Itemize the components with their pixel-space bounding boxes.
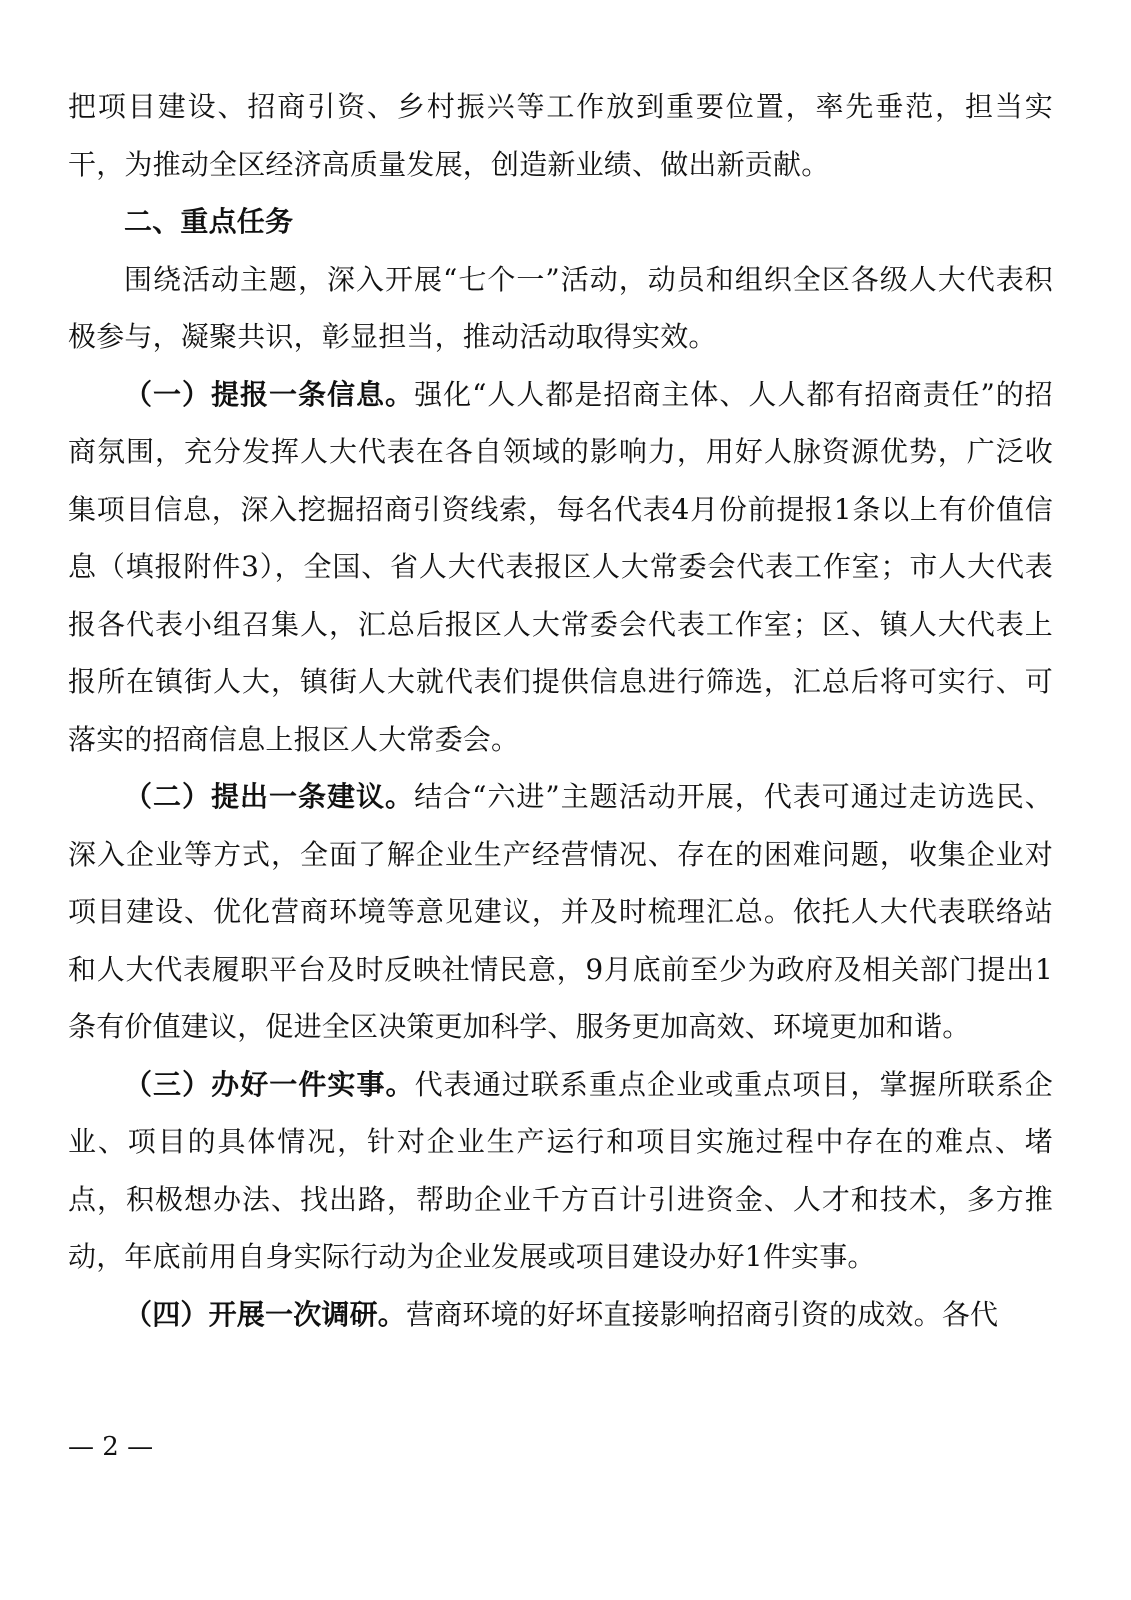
task-item-3-text: 代表通过联系重点企业或重点项目，掌握所联系企业、项目的具体情况，针对企业生产运行和项目实施过程中存在的难点、堵点，积极想办法、找出路，帮助企业千方百计引进资金、人才和技术，多方推动，年底前用自身实际行动为企业发展或项目建设办好1件实事。 — [68, 1067, 1053, 1273]
paragraph-continuation: 把项目建设、招商引资、乡村振兴等工作放到重要位置，率先垂范，担当实干，为推动全区经济高质量发展，创造新业绩、做出新贡献。 — [68, 90, 1053, 181]
task-item-4-text: 营商环境的好坏直接影响招商引资的成效。各代 — [406, 1297, 999, 1331]
task-item-1 — [68, 366, 1053, 769]
task-item-3-title: （三）办好一件实事。 — [124, 1067, 415, 1101]
task-item-4 — [68, 1286, 1053, 1344]
task-item-3 — [68, 1056, 1053, 1286]
task-item-2-text: 结合“六进”主题活动开展，代表可通过走访选民、深入企业等方式，全面了解企业生产经营情况、存在的困难问题，收集企业对项目建设、优化营商环境等意见建议，并及时梳理汇总。依托人大代表联络站和人大代表履职平台及时反映社情民意，9月底前至少为政府及相关部门提出1条有价值建议，促进全区决策更加科学、服务更加高效、环境更加和谐。 — [68, 780, 1053, 1043]
task-item-2 — [68, 768, 1053, 1056]
task-item-1-text: 强化“人人都是招商主体、人人都有招商责任”的招商氛围，充分发挥人大代表在各自领域的影响力，用好人脉资源优势，广泛收集项目信息，深入挖掘招商引资线索，每名代表4月份前提报1条以上有价值信息（填报附件3），全国、省人大代表报区人大常委会代表工作室；市人大代表报各代表小组召集人，汇总后报区人大常委会代表工作室；区、镇人大代表上报所在镇街人大，镇街人大就代表们提供信息进行筛选，汇总后将可实行、可落实的招商信息上报区人大常委会。 — [68, 377, 1053, 756]
page-number: — 2 — — [68, 1432, 154, 1462]
task-item-4-title: （四）开展一次调研。 — [124, 1297, 407, 1331]
document-body — [68, 78, 1053, 1343]
task-item-2-title: （二）提出一条建议。 — [124, 780, 415, 813]
task-item-1-title: （一）提报一条信息。 — [124, 377, 415, 411]
section-heading: 二、重点任务 — [124, 205, 294, 238]
paragraph-intro: 围绕活动主题，深入开展“七个一”活动，动员和组织全区各级人大代表积极参与，凝聚共识，彰显担当，推动活动取得实效。 — [68, 262, 1053, 353]
